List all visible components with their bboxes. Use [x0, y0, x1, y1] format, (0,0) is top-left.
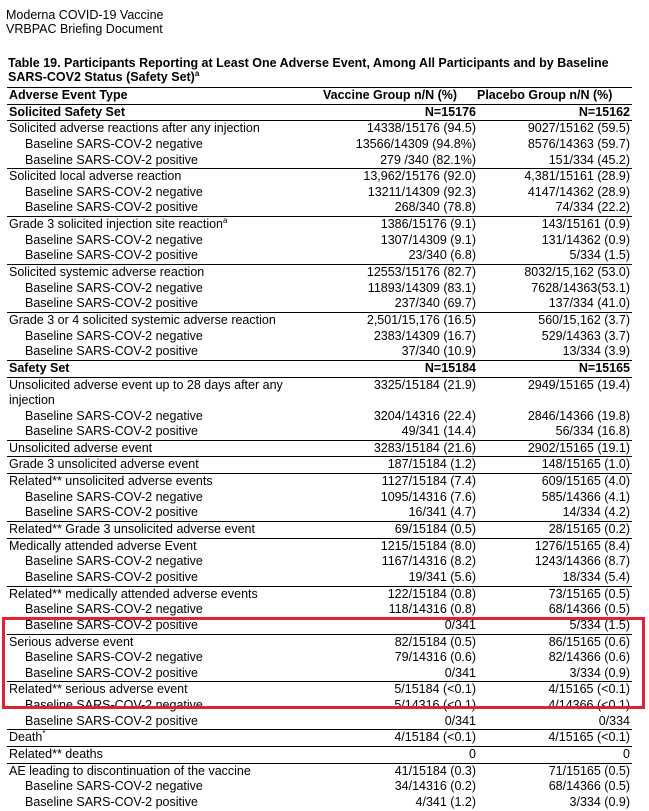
vaccine-cell: 3325/15184 (21.9)	[373, 377, 476, 392]
vaccine-cell: 3204/14316 (22.4)	[373, 408, 476, 423]
row-label-text: Baseline SARS-COV-2 positive	[25, 296, 198, 311]
footnote-mark: a	[223, 215, 228, 225]
table-row	[7, 233, 632, 249]
row-sublabel	[25, 233, 203, 249]
placebo-cell: 73/15165 (0.5)	[548, 586, 630, 601]
table-header-row	[7, 87, 632, 105]
placebo-cell: 8576/14363 (59.7)	[527, 136, 630, 151]
table-row	[7, 378, 632, 409]
highlight-box-serious-events	[2, 617, 645, 709]
row-label-text: Baseline SARS-COV-2 negative	[25, 184, 203, 199]
row-label	[9, 457, 199, 473]
row-label-text: Related** unsolicited adverse events	[9, 474, 213, 489]
vaccine-cell: 279 /340 (82.1%)	[380, 152, 476, 167]
column-header-vaccine: Vaccine Group n/N (%)	[323, 88, 458, 102]
row-sublabel	[25, 602, 203, 618]
table-row	[7, 312, 632, 329]
vaccine-cell: 2383/14309 (16.7)	[373, 328, 476, 343]
row-label	[9, 474, 213, 490]
row-label-text: Baseline SARS-COV-2 positive	[25, 424, 198, 439]
row-sublabel	[25, 153, 198, 169]
table-row	[7, 153, 632, 169]
vaccine-cell: 23/340 (6.8)	[408, 248, 476, 263]
row-label-text: Baseline SARS-COV-2 positive	[25, 569, 198, 584]
row-label-text: Medically attended adverse Event	[9, 538, 197, 553]
row-label-text: Baseline SARS-COV-2 positive	[25, 344, 198, 359]
row-sublabel	[25, 570, 198, 586]
row-label-text: Related** medically attended adverse events	[9, 586, 258, 601]
table-row	[7, 570, 632, 586]
row-label-text: Baseline SARS-COV-2 negative	[25, 698, 203, 713]
row-label	[9, 522, 255, 538]
row-label	[9, 730, 45, 746]
placebo-cell: 143/15161 (0.9)	[541, 217, 630, 232]
vaccine-cell: 1307/14309 (9.1)	[380, 232, 476, 247]
placebo-cell: 151/334 (45.2)	[548, 152, 630, 167]
row-sublabel	[25, 714, 198, 730]
table-row	[7, 424, 632, 440]
row-label-text: Grade 3 or 4 solicited systemic adverse reaction	[9, 312, 276, 327]
table-section-row	[7, 105, 632, 122]
placebo-cell: 86/15165 (0.6)	[548, 634, 630, 649]
placebo-cell: 71/15165 (0.5)	[548, 763, 630, 778]
row-label	[9, 121, 260, 137]
row-label-text: Grade 3 solicited injection site reaction	[9, 217, 224, 232]
placebo-cell: 68/14366 (0.5)	[548, 779, 630, 794]
vaccine-cell: 237/340 (69.7)	[394, 296, 476, 311]
placebo-cell: 68/14366 (0.5)	[548, 602, 630, 617]
row-sublabel	[25, 795, 198, 811]
row-sublabel	[25, 490, 203, 506]
vaccine-cell: 41/15184 (0.3)	[394, 763, 476, 778]
table-row	[7, 440, 632, 457]
row-label-text: Grade 3 unsolicited adverse event	[9, 457, 199, 472]
table-row	[7, 329, 632, 345]
vaccine-cell: 122/15184 (0.8)	[387, 586, 476, 601]
row-label	[9, 587, 258, 603]
placebo-cell: 28/15165 (0.2)	[548, 522, 630, 537]
row-label-text: Related** deaths	[9, 746, 103, 761]
placebo-cell: 0/334	[598, 713, 630, 728]
table-row	[7, 714, 632, 730]
row-label-text: Baseline SARS-COV-2 positive	[25, 200, 198, 215]
row-sublabel	[25, 554, 203, 570]
placebo-cell: 0	[623, 746, 630, 761]
placebo-cell: 74/334 (22.2)	[555, 200, 630, 215]
placebo-cell: 1276/15165 (8.4)	[534, 538, 630, 553]
table-row	[7, 456, 632, 473]
vaccine-cell: 16/341 (4.7)	[408, 505, 476, 520]
vaccine-cell: 1215/15184 (8.0)	[380, 538, 476, 553]
vaccine-cell: 118/14316 (0.8)	[388, 602, 476, 617]
placebo-cell: 3/334 (0.9)	[569, 665, 630, 680]
vaccine-cell: 4/15184 (<0.1)	[394, 730, 476, 745]
table-row	[7, 779, 632, 795]
vaccine-cell: 1095/14316 (7.6)	[380, 489, 476, 504]
vaccine-cell: 49/341 (14.4)	[401, 424, 476, 439]
placebo-cell: 7628/14363(53.1)	[531, 280, 630, 295]
vaccine-cell: 34/14316 (0.2)	[394, 779, 476, 794]
placebo-cell: 560/15,162 (3.7)	[538, 312, 630, 327]
vaccine-cell: 13,962/15176 (92.0)	[363, 169, 476, 184]
row-label-text: Unsolicited adverse event up to 28 days after any injection	[9, 377, 283, 408]
row-sublabel	[25, 329, 203, 345]
row-sublabel	[25, 296, 198, 312]
row-label	[9, 313, 276, 329]
placebo-cell: 4147/14362 (28.9)	[527, 184, 630, 199]
placebo-cell: 56/334 (16.8)	[555, 424, 630, 439]
row-label	[9, 169, 181, 185]
row-label-text: Baseline SARS-COV-2 negative	[25, 650, 203, 665]
vaccine-cell: 37/340 (10.9)	[401, 344, 476, 359]
placebo-cell: 9027/15162 (59.5)	[527, 121, 630, 136]
vaccine-cell: 268/340 (78.8)	[394, 200, 476, 215]
vaccine-cell: 79/14316 (0.6)	[394, 650, 476, 665]
table-row	[7, 216, 632, 233]
row-sublabel	[25, 281, 203, 297]
row-label-text: Baseline SARS-COV-2 positive	[25, 505, 198, 520]
placebo-cell: N=15162	[578, 104, 630, 119]
placebo-cell: 2949/15165 (19.4)	[527, 377, 630, 392]
row-sublabel	[25, 248, 198, 264]
document-subtitle: VRBPAC Briefing Document	[6, 22, 163, 36]
row-label-text: Unsolicited adverse event	[9, 440, 153, 455]
table-caption	[8, 56, 638, 84]
row-label	[9, 441, 152, 457]
table-row	[7, 296, 632, 312]
placebo-cell: 4/15165 (<0.1)	[548, 682, 630, 697]
row-label-text: Solicited Safety Set	[9, 104, 126, 119]
vaccine-cell: 0/341	[444, 617, 476, 632]
placebo-cell: 2902/15165 (19.1)	[527, 440, 630, 455]
row-label-text: Death	[9, 730, 43, 745]
table-row	[7, 602, 632, 618]
column-header-placebo: Placebo Group n/N (%)	[477, 88, 613, 102]
table-row	[7, 409, 632, 425]
table-row	[7, 763, 632, 780]
document-title: Moderna COVID-19 Vaccine	[6, 8, 164, 22]
row-sublabel	[25, 505, 198, 521]
table-row	[7, 248, 632, 264]
row-label-text: Related** Grade 3 unsolicited adverse event	[9, 522, 255, 537]
table-row	[7, 281, 632, 297]
placebo-cell: 4,381/15161 (28.9)	[524, 169, 630, 184]
placebo-cell: 14/334 (4.2)	[562, 505, 630, 520]
placebo-cell: 529/14363 (3.7)	[541, 328, 630, 343]
vaccine-cell: 1386/15176 (9.1)	[380, 217, 476, 232]
table-caption-text: Table 19. Participants Reporting at Least One Adverse Event, Among All Participants and by Baseline SARS-COV2 Status (Safety Set)	[8, 56, 609, 84]
vaccine-cell: 13211/14309 (92.3)	[367, 184, 476, 199]
row-label	[9, 378, 309, 409]
table-row	[7, 521, 632, 538]
row-label-text: Serious adverse event	[9, 634, 134, 649]
row-label-text: Baseline SARS-COV-2 negative	[25, 280, 203, 295]
row-label-text: Baseline SARS-COV-2 positive	[25, 665, 198, 680]
placebo-cell: 8032/15,162 (53.0)	[524, 265, 630, 280]
placebo-cell: 148/15165 (1.0)	[541, 457, 630, 472]
placebo-cell: 137/334 (41.0)	[548, 296, 630, 311]
table-row	[7, 137, 632, 153]
vaccine-cell: 1167/14316 (8.2)	[381, 554, 476, 569]
vaccine-cell: 5/15184 (<0.1)	[394, 682, 476, 697]
row-label	[9, 217, 227, 233]
table-row	[7, 168, 632, 185]
row-label-text: Solicited local adverse reaction	[9, 169, 182, 184]
vaccine-cell: 69/15184 (0.5)	[394, 522, 476, 537]
row-sublabel	[25, 137, 203, 153]
placebo-cell: 13/334 (3.9)	[562, 344, 630, 359]
row-label-text: Baseline SARS-COV-2 negative	[25, 328, 203, 343]
row-label-text: Solicited adverse reactions after any injection	[9, 121, 260, 136]
column-header-event: Adverse Event Type	[9, 88, 128, 102]
table-row	[7, 795, 632, 811]
placebo-cell: 1243/14366 (8.7)	[534, 554, 630, 569]
vaccine-cell: 1127/15184 (7.4)	[381, 474, 476, 489]
row-label-text: Baseline SARS-COV-2 positive	[25, 713, 198, 728]
vaccine-cell: 2,501/15,176 (16.5)	[366, 312, 476, 327]
placebo-cell: 5/334 (1.5)	[569, 617, 630, 632]
vaccine-cell: 19/341 (5.6)	[408, 569, 476, 584]
table-section-row	[7, 360, 632, 378]
table-row	[7, 473, 632, 490]
vaccine-cell: 13566/14309 (94.8%)	[355, 136, 476, 151]
placebo-cell: N=15165	[578, 360, 630, 375]
table-row	[7, 505, 632, 521]
table-row	[7, 538, 632, 555]
row-label-text: Related** serious adverse event	[9, 682, 188, 697]
vaccine-cell: N=15176	[424, 104, 476, 119]
table-row	[7, 264, 632, 281]
row-sublabel	[25, 424, 198, 440]
table-row	[7, 121, 632, 137]
vaccine-cell: 5/14316 (<0.1)	[394, 698, 476, 713]
row-label-text: Safety Set	[9, 360, 70, 375]
table-row	[7, 344, 632, 360]
row-label	[9, 764, 251, 780]
placebo-cell: 4/15165 (<0.1)	[548, 730, 630, 745]
footnote-mark: *	[42, 729, 46, 739]
row-label-text: Baseline SARS-COV-2 negative	[25, 408, 203, 423]
vaccine-cell: 11893/14309 (83.1)	[367, 280, 476, 295]
table-caption-footnote-mark: a	[194, 68, 200, 78]
row-sublabel	[25, 779, 203, 795]
row-label	[9, 539, 197, 555]
row-label	[9, 747, 103, 763]
placebo-cell: 82/14366 (0.6)	[548, 650, 630, 665]
vaccine-cell: 0/341	[444, 665, 476, 680]
row-label-text: Baseline SARS-COV-2 negative	[25, 489, 203, 504]
vaccine-cell: N=15184	[424, 360, 476, 375]
vaccine-cell: 4/341 (1.2)	[415, 794, 476, 809]
vaccine-cell: 187/15184 (1.2)	[387, 457, 476, 472]
vaccine-cell: 0/341	[444, 713, 476, 728]
row-label-text: Baseline SARS-COV-2 negative	[25, 554, 203, 569]
placebo-cell: 5/334 (1.5)	[569, 248, 630, 263]
table-row	[7, 200, 632, 216]
vaccine-cell: 0	[469, 746, 476, 761]
row-label-text: Baseline SARS-COV-2 negative	[25, 602, 203, 617]
row-sublabel	[25, 409, 203, 425]
placebo-cell: 131/14362 (0.9)	[541, 232, 630, 247]
placebo-cell: 609/15165 (4.0)	[541, 474, 630, 489]
placebo-cell: 2846/14366 (19.8)	[527, 408, 630, 423]
vaccine-cell: 82/15184 (0.5)	[394, 634, 476, 649]
table-row	[7, 746, 632, 763]
row-label-text: Baseline SARS-COV-2 positive	[25, 152, 198, 167]
row-label-text: Baseline SARS-COV-2 negative	[25, 779, 203, 794]
vaccine-cell: 12553/15176 (82.7)	[366, 265, 476, 280]
table-row	[7, 185, 632, 201]
row-label	[9, 361, 69, 377]
placebo-cell: 4/14366 (<0.1)	[548, 698, 630, 713]
table-row	[7, 554, 632, 570]
row-label-text: Baseline SARS-COV-2 positive	[25, 248, 198, 263]
row-label-text: Solicited systemic adverse reaction	[9, 265, 205, 280]
placebo-cell: 3/334 (0.9)	[569, 794, 630, 809]
row-label-text: AE leading to discontinuation of the vaccine	[9, 763, 251, 778]
row-label-text: Baseline SARS-COV-2 negative	[25, 136, 203, 151]
row-sublabel	[25, 200, 198, 216]
table-row	[7, 586, 632, 603]
row-label	[9, 265, 204, 281]
placebo-cell: 18/334 (5.4)	[562, 569, 630, 584]
row-sublabel	[25, 344, 198, 360]
table-row	[7, 490, 632, 506]
row-sublabel	[25, 185, 203, 201]
row-label-text: Baseline SARS-COV-2 negative	[25, 232, 203, 247]
table-row	[7, 729, 632, 746]
row-label-text: Baseline SARS-COV-2 positive	[25, 617, 198, 632]
row-label	[9, 105, 125, 121]
placebo-cell: 585/14366 (4.1)	[541, 489, 630, 504]
row-label-text: Baseline SARS-COV-2 positive	[25, 794, 198, 809]
vaccine-cell: 14338/15176 (94.5)	[366, 121, 476, 136]
vaccine-cell: 3283/15184 (21.6)	[373, 440, 476, 455]
